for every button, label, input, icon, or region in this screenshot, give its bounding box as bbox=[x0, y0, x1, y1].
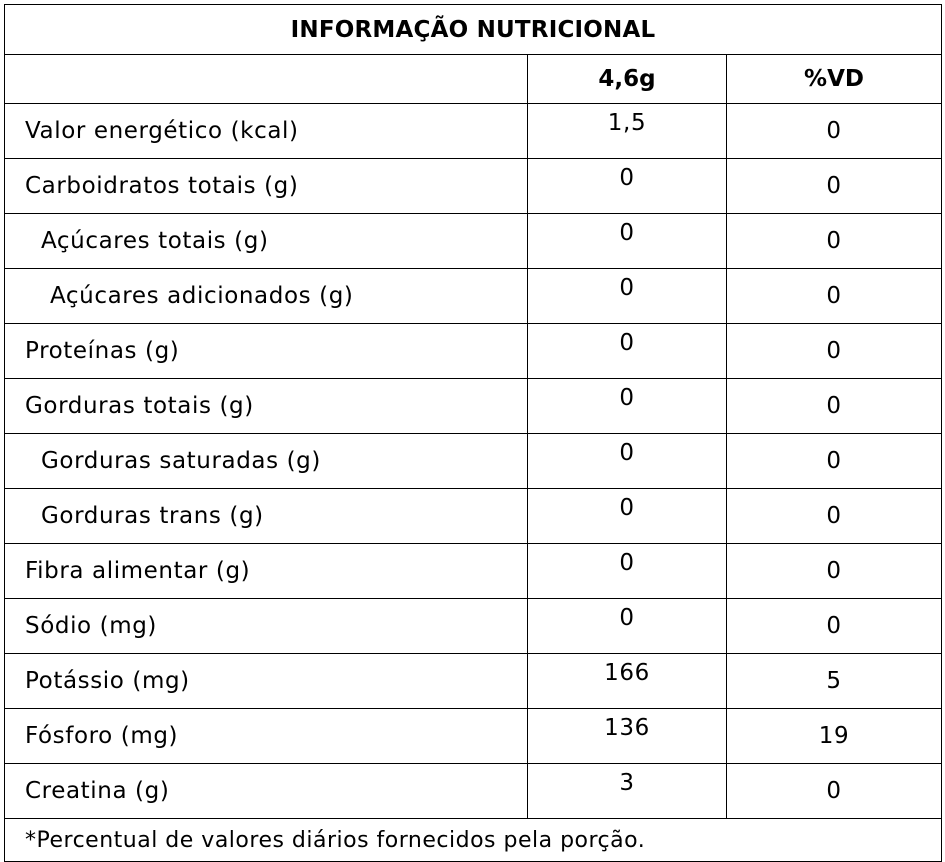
row-label: Sódio (mg) bbox=[5, 599, 528, 654]
table-row bbox=[5, 379, 942, 434]
table-row bbox=[5, 104, 942, 159]
table-row bbox=[5, 434, 942, 489]
row-vd: 0 bbox=[727, 104, 942, 159]
row-vd: 0 bbox=[727, 764, 942, 819]
row-label: Gorduras trans (g) bbox=[5, 489, 528, 544]
table-row bbox=[5, 324, 942, 379]
row-vd: 0 bbox=[727, 269, 942, 324]
row-quantity: 0 bbox=[528, 159, 727, 214]
row-quantity: 3 bbox=[528, 764, 727, 819]
header-vd: %VD bbox=[727, 55, 942, 104]
row-quantity: 0 bbox=[528, 324, 727, 379]
row-vd: 0 bbox=[727, 214, 942, 269]
row-label: Potássio (mg) bbox=[5, 654, 528, 709]
row-vd: 0 bbox=[727, 599, 942, 654]
table-row bbox=[5, 764, 942, 819]
header-portion: 4,6g bbox=[528, 55, 727, 104]
row-quantity: 166 bbox=[528, 654, 727, 709]
row-vd: 0 bbox=[727, 324, 942, 379]
table-row bbox=[5, 214, 942, 269]
row-vd: 0 bbox=[727, 379, 942, 434]
row-vd: 0 bbox=[727, 434, 942, 489]
header-row bbox=[5, 55, 942, 104]
row-quantity: 0 bbox=[528, 269, 727, 324]
row-label: Fibra alimentar (g) bbox=[5, 544, 528, 599]
row-quantity: 0 bbox=[528, 434, 727, 489]
nutrition-facts-table bbox=[4, 4, 942, 862]
header-label-cell bbox=[5, 55, 528, 104]
row-vd: 0 bbox=[727, 544, 942, 599]
table-row bbox=[5, 489, 942, 544]
row-label: Gorduras totais (g) bbox=[5, 379, 528, 434]
row-quantity: 0 bbox=[528, 489, 727, 544]
row-quantity: 0 bbox=[528, 544, 727, 599]
table-row bbox=[5, 159, 942, 214]
table-title: INFORMAÇÃO NUTRICIONAL bbox=[5, 5, 942, 55]
row-label: Açúcares totais (g) bbox=[5, 214, 528, 269]
row-label: Proteínas (g) bbox=[5, 324, 528, 379]
row-label: Carboidratos totais (g) bbox=[5, 159, 528, 214]
row-quantity: 136 bbox=[528, 709, 727, 764]
row-label: Valor energético (kcal) bbox=[5, 104, 528, 159]
row-quantity: 0 bbox=[528, 214, 727, 269]
row-vd: 19 bbox=[727, 709, 942, 764]
row-label: Açúcares adicionados (g) bbox=[5, 269, 528, 324]
row-quantity: 0 bbox=[528, 599, 727, 654]
row-quantity: 1,5 bbox=[528, 104, 727, 159]
table-row bbox=[5, 654, 942, 709]
table-row bbox=[5, 599, 942, 654]
row-label: Gorduras saturadas (g) bbox=[5, 434, 528, 489]
row-label: Creatina (g) bbox=[5, 764, 528, 819]
row-vd: 5 bbox=[727, 654, 942, 709]
row-label: Fósforo (mg) bbox=[5, 709, 528, 764]
row-vd: 0 bbox=[727, 159, 942, 214]
table-row bbox=[5, 269, 942, 324]
footnote-row bbox=[5, 819, 942, 862]
footnote: *Percentual de valores diários fornecidos pela porção. bbox=[5, 819, 942, 862]
title-row bbox=[5, 5, 942, 55]
table-row bbox=[5, 709, 942, 764]
table-row bbox=[5, 544, 942, 599]
row-vd: 0 bbox=[727, 489, 942, 544]
row-quantity: 0 bbox=[528, 379, 727, 434]
